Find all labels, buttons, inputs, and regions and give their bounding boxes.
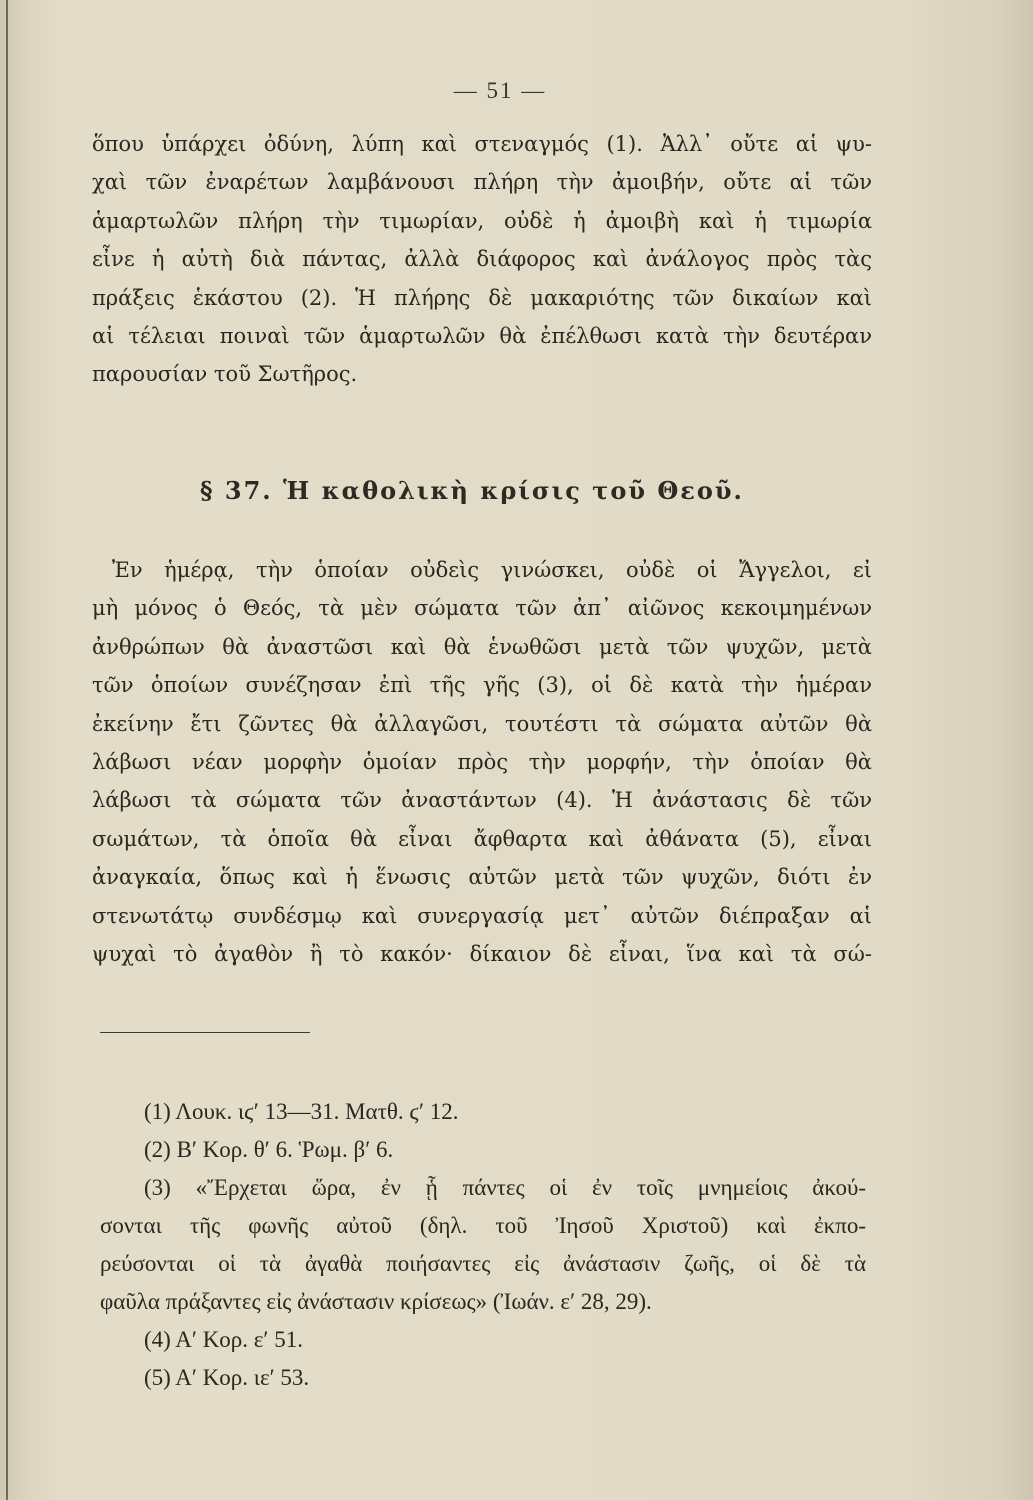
footnote: (3) «Ἔρχεται ὥρα, ἐν ᾗ πάντες οἱ ἐν τοῖς μνημείοις ἀκού- [144,1175,866,1200]
text-line: παρουσίαν τοῦ Σωτῆρος. [92,362,358,387]
footnote: (5) Α′ Κορ. ιε′ 53. [144,1365,310,1390]
paragraph-2 [92,551,872,973]
text-line: ἀνθρώπων θὰ ἀναστῶσι καὶ θὰ ἑνωθῶσι μετὰ τῶν ψυχῶν, μετὰ [92,634,872,659]
footnote-continuation: ρεύσονται οἱ τὰ ἀγαθὰ ποιήσαντες εἰς ἀνάστασιν ζωῆς, οἱ δὲ τὰ [100,1251,866,1276]
text-line: πράξεις ἑκάστου (2). Ἡ πλήρης δὲ μακαριότης τῶν δικαίων καὶ [92,285,872,310]
text-line: ἀναγκαία, ὅπως καὶ ἡ ἕνωσις αὐτῶν μετὰ τῶν ψυχῶν, διότι ἐν [92,865,872,890]
text-line: σωμάτων, τὰ ὁποῖα θὰ εἶναι ἄφθαρτα καὶ ἀθάνατα (5), εἶναι [92,826,872,851]
text-line: εἶνε ἡ αὐτὴ διὰ πάντας, ἀλλὰ διάφορος καὶ ἀνάλογος πρὸς τὰς [92,247,872,272]
text-line: ὅπου ὑπάρχει ὀδύνη, λύπη καὶ στεναγμός (1). Ἀλλ᾽ οὔτε αἱ ψυ- [92,132,872,156]
footnote: (2) Β′ Κορ. θ′ 6. Ῥωμ. β′ 6. [144,1137,394,1162]
text-line: μὴ μόνος ὁ Θεός, τὰ μὲν σώματα τῶν ἀπ᾽ αἰῶνος κεκοιμημένων [92,596,872,621]
paragraph-1 [92,125,872,394]
text-line: τῶν ὁποίων συνέζησαν ἐπὶ τῆς γῆς (3), οἱ δὲ κατὰ τὴν ἡμέραν [92,673,872,698]
text-line: ἁμαρτωλῶν πλήρη τὴν τιμωρίαν, οὐδὲ ἡ ἀμοιβὴ καὶ ἡ τιμωρία [92,208,872,233]
footnote-continuation: φαῦλα πράξαντες εἰς ἀνάστασιν κρίσεως» (Ἰωάν. ε′ 28, 29). [100,1289,652,1314]
text-line: λάβωσι τὰ σώματα τῶν ἀναστάντων (4). Ἡ ἀνάστασις δὲ τῶν [92,788,872,813]
text-line: Ἐν ἡμέρᾳ, τὴν ὁποίαν οὐδεὶς γινώσκει, οὐδὲ οἱ Ἄγγελοι, εἰ [112,558,872,582]
text-line: ψυχαὶ τὸ ἀγαθὸν ἢ τὸ κακόν· δίκαιον δὲ εἶναι, ἵνα καὶ τὰ σώ- [92,941,872,966]
text-line: ἐκείνην ἔτι ζῶντες θὰ ἀλλαγῶσι, τουτέστι τὰ σώματα αὐτῶν θὰ [92,711,872,736]
footnote: (4) Α′ Κορ. ε′ 51. [144,1327,303,1352]
footnote-divider [100,1032,310,1033]
section-heading: § 37. Ἡ καθολικὴ κρίσις τοῦ Θεοῦ. [200,476,744,505]
text-line: αἱ τέλειαι ποιναὶ τῶν ἁμαρτωλῶν θὰ ἐπέλθωσι κατὰ τὴν δευτέραν [92,323,872,348]
page-edge-rule [6,0,8,1500]
text-line: χαὶ τῶν ἐναρέτων λαμβάνουσι πλήρη τὴν ἀμοιβήν, οὔτε αἱ τῶν [92,170,872,195]
footnotes [100,1093,866,1397]
page-number: — 51 — [453,78,547,103]
footnote: (1) Λουκ. ιϛ′ 13—31. Ματθ. ϛ′ 12. [144,1099,459,1124]
footnote-continuation: σονται τῆς φωνῆς αὐτοῦ (δηλ. τοῦ Ἰησοῦ Χριστοῦ) καὶ ἐκπο- [100,1213,866,1238]
text-line: λάβωσι νέαν μορφὴν ὁμοίαν πρὸς τὴν μορφήν, τὴν ὁποίαν θὰ [92,749,872,774]
text-line: στενωτάτῳ συνδέσμῳ καὶ συνεργασίᾳ μετ᾽ αὐτῶν διέπραξαν αἱ [92,903,872,928]
